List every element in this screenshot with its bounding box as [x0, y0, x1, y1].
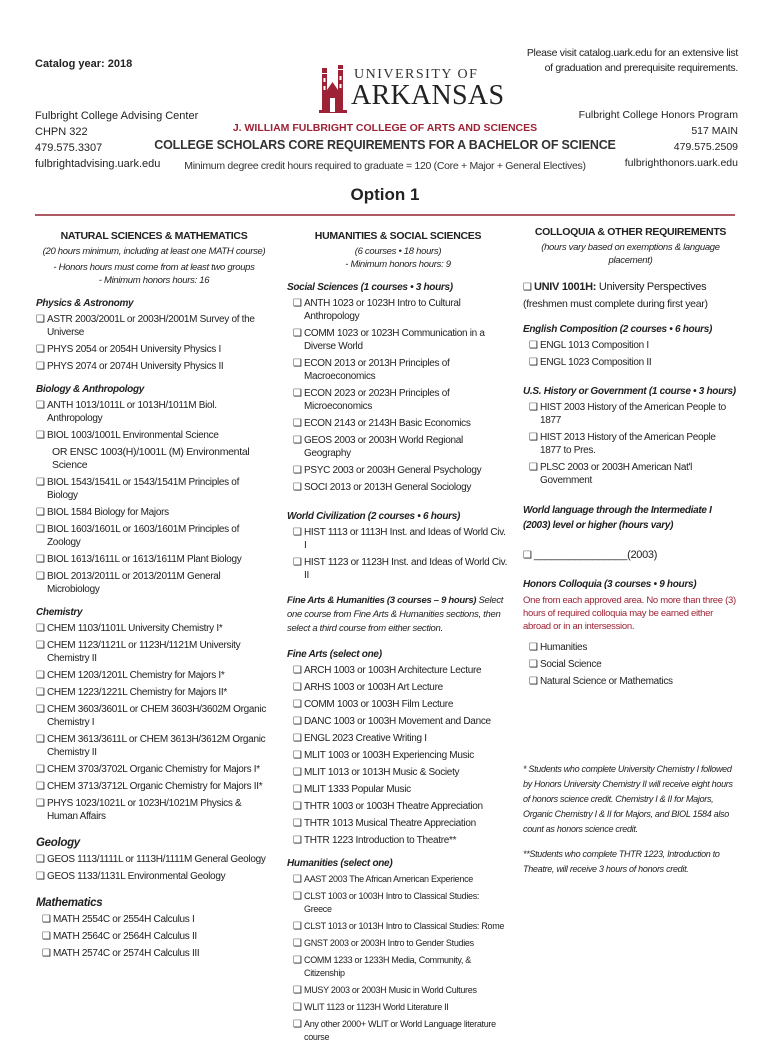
course-label: GEOS 1133/1131L Environmental Geology — [47, 871, 226, 882]
checkbox-icon[interactable]: ❑ — [36, 344, 45, 355]
checkbox-icon[interactable]: ❑ — [36, 704, 45, 715]
course-item[interactable] — [287, 481, 509, 494]
course-label: THTR 1003 or 1003H Theatre Appreciation — [304, 801, 483, 812]
course-label: GEOS 1113/1111L or 1113H/1111M General Geology — [47, 854, 266, 865]
old-main-logo-icon — [318, 64, 350, 114]
course-item[interactable] — [36, 853, 272, 866]
catalog-note-line1: Please visit catalog.uark.edu for an extensive list — [526, 47, 738, 59]
checkbox-icon[interactable]: ❑ — [529, 642, 538, 653]
course-item[interactable] — [36, 506, 272, 519]
course-item[interactable] — [36, 343, 272, 356]
course-item[interactable] — [36, 733, 272, 759]
chemistry-section-title: Chemistry — [36, 607, 83, 618]
course-label: WLIT 1123 or 1123H World Literature II — [304, 1002, 449, 1012]
checkbox-icon[interactable]: ❑ — [293, 985, 302, 996]
us-history-title: U.S. History or Government (1 course • 3 hours) — [523, 386, 736, 397]
world-civ-list — [287, 526, 509, 582]
course-label: GNST 2003 or 2003H Intro to Gender Studies — [304, 938, 474, 948]
advising-room: CHPN 322 — [35, 126, 88, 138]
honors-name: Fulbright College Honors Program — [578, 109, 738, 121]
course-item[interactable] — [523, 675, 738, 688]
honors-url: fulbrighthonors.uark.edu — [624, 157, 738, 169]
course-item[interactable] — [36, 686, 272, 699]
course-label: BIOL 2013/2011L or 2013/2011M General Microbiology — [47, 571, 221, 595]
fine-arts-list — [287, 664, 509, 847]
course-item[interactable] — [36, 476, 272, 502]
checkbox-icon[interactable]: ❑ — [293, 699, 302, 710]
checkbox-icon[interactable]: ❑ — [523, 282, 532, 293]
course-label: MUSY 2003 or 2003H Music in World Cultures — [304, 985, 477, 995]
checkbox-icon[interactable]: ❑ — [293, 818, 302, 829]
catalog-note-line2: of graduation and prerequisite requirements. — [544, 62, 738, 74]
checkbox-icon[interactable]: ❑ — [293, 767, 302, 778]
checkbox-icon[interactable]: ❑ — [529, 402, 538, 413]
course-item[interactable] — [36, 797, 272, 823]
honors-address: 517 MAIN — [691, 125, 738, 137]
checkbox-icon[interactable]: ❑ — [42, 914, 51, 925]
checkbox-icon[interactable]: ❑ — [36, 854, 45, 865]
checkbox-icon[interactable]: ❑ — [293, 938, 302, 949]
course-label: PHYS 2054 or 2054H University Physics I — [47, 344, 221, 355]
checkbox-icon[interactable]: ❑ — [293, 750, 302, 761]
course-item[interactable] — [36, 870, 272, 883]
checkbox-icon[interactable]: ❑ — [36, 314, 45, 325]
course-item[interactable] — [287, 984, 509, 997]
course-item[interactable] — [36, 399, 272, 425]
checkbox-icon[interactable]: ❑ — [529, 462, 538, 473]
english-comp-title: English Composition (2 courses • 6 hours) — [523, 324, 713, 335]
checkbox-icon[interactable]: ❑ — [36, 734, 45, 745]
catalog-note — [478, 46, 738, 76]
course-item[interactable] — [36, 622, 272, 635]
course-item[interactable] — [287, 556, 509, 582]
course-label: BIOL 1584 Biology for Majors — [47, 507, 169, 518]
checkbox-icon[interactable]: ❑ — [36, 400, 45, 411]
course-label: ENGL 1023 Composition II — [540, 357, 652, 368]
course-label: ARCH 1003 or 1003H Architecture Lecture — [304, 665, 482, 676]
course-label: Natural Science or Mathematics — [540, 676, 673, 687]
course-label: HIST 1123 or 1123H Inst. and Ideas of World Civ. II — [304, 557, 508, 581]
checkbox-icon[interactable]: ❑ — [293, 1002, 302, 1013]
course-label: COMM 1233 or 1233H Media, Community, & Citizenship — [304, 955, 472, 978]
honors-colloquia-note: One from each approved area. No more than three (3) hours of required colloquia may be earned either abroad or in an intersession. — [523, 595, 736, 632]
course-label: PLSC 2003 or 2003H American Nat'l Government — [540, 462, 693, 486]
biology-list-2 — [36, 476, 272, 596]
world-civ-title: World Civilization (2 courses • 6 hours) — [287, 511, 461, 522]
checkbox-icon[interactable]: ❑ — [523, 550, 532, 561]
honors-colloquia-list — [523, 641, 738, 688]
course-item[interactable] — [36, 570, 272, 596]
course-item[interactable] — [523, 641, 738, 654]
course-item[interactable] — [287, 297, 509, 323]
course-item[interactable] — [287, 817, 509, 830]
humanities-heading: HUMANITIES & SOCIAL SCIENCES — [314, 230, 482, 242]
course-label: BIOL 1613/1611L or 1613/1611M Plant Biology — [47, 554, 242, 565]
checkbox-icon[interactable]: ❑ — [293, 557, 302, 568]
course-item[interactable] — [287, 783, 509, 796]
course-label: SOCI 2013 or 2013H General Sociology — [304, 482, 472, 493]
course-label: ASTR 2003/2001L or 2003H/2001M Survey of the Universe — [47, 314, 255, 338]
course-item[interactable] — [287, 417, 509, 430]
course-label: PHYS 2074 or 2074H University Physics II — [47, 361, 224, 372]
course-item[interactable] — [36, 780, 272, 793]
catalog-year: Catalog year: 2018 — [35, 58, 133, 70]
checkbox-icon[interactable]: ❑ — [36, 361, 45, 372]
checkbox-icon[interactable]: ❑ — [293, 388, 302, 399]
checkbox-icon[interactable]: ❑ — [36, 871, 45, 882]
footnote-chemistry: * Students who complete University Chemistry I followed by Honors University Chemistry II will receive eight hours of honors science credit. Chemistry I & II for Majors, Organic Chemistry I & II for Majors, and BIOL 1584 also count as honors science credit. — [523, 764, 733, 834]
course-item[interactable] — [287, 357, 509, 383]
course-label: CHEM 1203/1201L Chemistry for Majors I* — [47, 670, 225, 681]
course-label: ECON 2143 or 2143H Basic Economics — [304, 418, 471, 429]
college-name: J. WILLIAM FULBRIGHT COLLEGE OF ARTS AND SCIENCES — [232, 122, 538, 134]
univ-name: University Perspectives — [596, 281, 707, 293]
world-language-blank: ________________ — [534, 549, 628, 561]
course-label: HIST 1113 or 1113H Inst. and Ideas of World Civ. I — [304, 527, 506, 551]
checkbox-icon[interactable]: ❑ — [36, 430, 45, 441]
course-label: CLST 1003 or 1003H Intro to Classical Studies: Greece — [304, 891, 480, 914]
checkbox-icon[interactable]: ❑ — [36, 507, 45, 518]
checkbox-icon[interactable]: ❑ — [293, 801, 302, 812]
course-item[interactable] — [36, 360, 272, 373]
checkbox-icon[interactable]: ❑ — [293, 665, 302, 676]
advising-phone: 479.575.3307 — [35, 142, 103, 154]
course-item[interactable] — [36, 930, 272, 943]
course-label: BIOL 1543/1541L or 1543/1541M Principles of Biology — [47, 477, 240, 501]
natural-sciences-heading: NATURAL SCIENCES & MATHEMATICS — [60, 230, 248, 242]
checkbox-icon[interactable]: ❑ — [36, 524, 45, 535]
course-item[interactable] — [287, 766, 509, 779]
physics-section-title: Physics & Astronomy — [36, 298, 134, 309]
course-item[interactable] — [36, 523, 272, 549]
course-item[interactable] — [523, 401, 738, 427]
course-item[interactable] — [36, 947, 272, 960]
course-label: ENGL 2023 Creative Writing I — [304, 733, 427, 744]
checkbox-icon[interactable]: ❑ — [36, 764, 45, 775]
course-item[interactable] — [523, 658, 738, 671]
checkbox-icon[interactable]: ❑ — [42, 931, 51, 942]
course-item[interactable] — [36, 429, 272, 442]
biology-list-1 — [36, 399, 272, 442]
fine-arts-humanities-note — [287, 594, 509, 636]
checkbox-icon[interactable]: ❑ — [36, 623, 45, 634]
course-label: MLIT 1003 or 1003H Experiencing Music — [304, 750, 474, 761]
course-item[interactable] — [36, 703, 272, 729]
course-item[interactable] — [287, 834, 509, 847]
course-item[interactable] — [287, 920, 509, 933]
course-label: MATH 2574C or 2574H Calculus III — [53, 948, 200, 959]
english-comp-list — [523, 339, 738, 369]
honors-colloquia-title: Honors Colloquia (3 courses • 9 hours) — [523, 579, 697, 590]
course-label: THTR 1013 Musical Theatre Appreciation — [304, 818, 476, 829]
us-history-list — [523, 401, 738, 487]
option-heading: Option 1 — [350, 185, 420, 204]
fine-arts-humanities-instructions: Select one course from Fine Arts & Humanities sections, then select a third course from either section. — [287, 595, 504, 634]
humanities-select-title: Humanities (select one) — [287, 858, 393, 869]
checkbox-icon[interactable]: ❑ — [293, 835, 302, 846]
course-label: MATH 2564C or 2564H Calculus II — [53, 931, 197, 942]
course-label: AAST 2003 The African American Experience — [304, 874, 473, 884]
course-item[interactable] — [36, 763, 272, 776]
natural-sciences-column — [36, 230, 272, 964]
checkbox-icon[interactable]: ❑ — [529, 340, 538, 351]
course-label: CLST 1013 or 1013H Intro to Classical Studies: Rome — [304, 921, 505, 931]
course-item[interactable] — [287, 464, 509, 477]
course-item[interactable] — [287, 937, 509, 950]
colloquia-sub: (hours vary based on exemptions & language placement) — [541, 242, 720, 266]
course-item[interactable] — [287, 387, 509, 413]
course-label: MLIT 1333 Popular Music — [304, 784, 411, 795]
course-label: CHEM 3713/3712L Organic Chemistry for Majors II* — [47, 781, 263, 792]
course-label: MLIT 1013 or 1013H Music & Society — [304, 767, 460, 778]
document-title: COLLEGE SCHOLARS CORE REQUIREMENTS FOR A BACHELOR OF SCIENCE — [154, 138, 616, 152]
checkbox-icon[interactable]: ❑ — [36, 687, 45, 698]
course-label: BIOL 1003/1001L Environmental Science — [47, 430, 219, 441]
course-item[interactable] — [287, 732, 509, 745]
checkbox-icon[interactable]: ❑ — [293, 298, 302, 309]
logo-university-of: UNIVERSITY OF — [354, 67, 479, 82]
checkbox-icon[interactable]: ❑ — [36, 670, 45, 681]
course-item[interactable] — [287, 1001, 509, 1014]
world-language-level: (2003) — [627, 549, 658, 561]
colloquia-heading: COLLOQUIA & OTHER REQUIREMENTS — [534, 226, 727, 238]
humanities-sub: (6 courses • 18 hours) — [354, 246, 442, 257]
world-language-item[interactable] — [523, 549, 738, 562]
natural-sciences-honors-note: - Honors hours must come from at least two groups — [53, 262, 255, 273]
checkbox-icon[interactable]: ❑ — [36, 554, 45, 565]
course-item[interactable] — [36, 553, 272, 566]
course-item[interactable] — [287, 954, 509, 980]
course-label: PHYS 1023/1021L or 1023H/1021M Physics & Human Affairs — [47, 798, 242, 822]
checkbox-icon[interactable]: ❑ — [293, 682, 302, 693]
mathematics-section-title: Mathematics — [36, 897, 103, 909]
checkbox-icon[interactable]: ❑ — [293, 716, 302, 727]
course-label: GEOS 2003 or 2003H World Regional Geography — [304, 435, 463, 459]
course-label: ANTH 1013/1011L or 1013H/1011M Biol. Anthropology — [47, 400, 217, 424]
course-item[interactable] — [287, 327, 509, 353]
course-label: CHEM 3603/3601L or CHEM 3603H/3602M Organic Chemistry I — [47, 704, 267, 728]
checkbox-icon[interactable]: ❑ — [529, 659, 538, 670]
checkbox-icon[interactable]: ❑ — [36, 477, 45, 488]
course-label: DANC 1003 or 1003H Movement and Dance — [304, 716, 491, 727]
checkbox-icon[interactable]: ❑ — [293, 482, 302, 493]
course-item[interactable] — [523, 356, 738, 369]
biology-or-option: OR ENSC 1003(H)/1001L (M) Environmental Science — [52, 446, 250, 471]
checkbox-icon[interactable]: ❑ — [293, 328, 302, 339]
course-label: CHEM 3613/3611L or CHEM 3613H/3612M Organic Chemistry II — [47, 734, 266, 758]
fine-arts-title: Fine Arts (select one) — [287, 649, 382, 660]
mathematics-list — [36, 913, 272, 960]
course-label: Humanities — [540, 642, 588, 653]
advising-url: fulbrightadvising.uark.edu — [35, 158, 161, 170]
course-item[interactable] — [36, 913, 272, 926]
univ-code: UNIV 1001H: — [534, 281, 597, 293]
checkbox-icon[interactable]: ❑ — [36, 640, 45, 651]
minimum-hours-note: Minimum degree credit hours required to graduate = 120 (Core + Major + General Electives) — [184, 160, 586, 172]
course-item[interactable] — [287, 434, 509, 460]
world-language-title: World language through the Intermediate I (2003) level or higher (hours vary) — [523, 505, 712, 531]
course-label: ECON 2023 or 2023H Principles of Microeconomics — [304, 388, 450, 412]
checkbox-icon[interactable]: ❑ — [42, 948, 51, 959]
course-item[interactable] — [287, 749, 509, 762]
course-label: ARHS 1003 or 1003H Art Lecture — [304, 682, 443, 693]
fine-arts-humanities-title: Fine Arts & Humanities (3 courses – 9 hours) — [287, 595, 477, 606]
course-label: HIST 2003 History of the American People to 1877 — [540, 402, 726, 426]
course-label: COMM 1003 or 1003H Film Lecture — [304, 699, 454, 710]
humanities-min-honors: - Minimum honors hours: 9 — [345, 259, 451, 270]
header-divider — [35, 214, 735, 216]
course-item[interactable] — [287, 890, 509, 916]
checkbox-icon[interactable]: ❑ — [529, 357, 538, 368]
course-label: CHEM 1103/1101L University Chemistry I* — [47, 623, 223, 634]
course-item[interactable] — [523, 339, 738, 352]
course-label: COMM 1023 or 1023H Communication in a Diverse World — [304, 328, 485, 352]
geology-list — [36, 853, 272, 883]
checkbox-icon[interactable]: ❑ — [36, 571, 45, 582]
checkbox-icon[interactable]: ❑ — [293, 465, 302, 476]
natural-sciences-sub: (20 hours minimum, including at least one MATH course) — [42, 246, 266, 257]
course-label: BIOL 1603/1601L or 1603/1601M Principles of Zoology — [47, 524, 240, 548]
checkbox-icon[interactable]: ❑ — [529, 432, 538, 443]
checkbox-icon[interactable]: ❑ — [293, 891, 302, 902]
univ-note: (freshmen must complete during first year) — [523, 298, 708, 310]
course-label: CHEM 1123/1121L or 1123H/1121M University Chemistry II — [47, 640, 241, 664]
course-item[interactable] — [287, 873, 509, 886]
course-item[interactable] — [36, 313, 272, 339]
course-item[interactable] — [287, 1018, 509, 1044]
checkbox-icon[interactable]: ❑ — [293, 527, 302, 538]
course-item[interactable] — [36, 639, 272, 665]
checkbox-icon[interactable]: ❑ — [529, 676, 538, 687]
course-item[interactable] — [287, 715, 509, 728]
advising-name: Fulbright College Advising Center — [35, 110, 199, 122]
course-label: THTR 1223 Introduction to Theatre** — [304, 835, 457, 846]
checkbox-icon[interactable]: ❑ — [293, 955, 302, 966]
checkbox-icon[interactable]: ❑ — [293, 435, 302, 446]
social-sciences-title: Social Sciences (1 courses • 3 hours) — [287, 282, 453, 293]
course-item[interactable] — [523, 431, 738, 457]
course-item[interactable] — [36, 669, 272, 682]
course-item[interactable] — [523, 461, 738, 487]
natural-sciences-min-honors: - Minimum honors hours: 16 — [98, 275, 210, 286]
course-item[interactable] — [287, 526, 509, 552]
course-item[interactable] — [287, 681, 509, 694]
checkbox-icon[interactable]: ❑ — [293, 358, 302, 369]
honors-phone: 479.575.2509 — [673, 141, 738, 153]
course-label: ENGL 1013 Composition I — [540, 340, 649, 351]
univ-1001h-item[interactable] — [523, 281, 738, 294]
footnote-theatre: **Students who complete THTR 1223, Introduction to Theatre, will receive 3 hours of honors credit. — [523, 849, 720, 874]
checkbox-icon[interactable]: ❑ — [293, 874, 302, 885]
humanities-list — [287, 873, 509, 1044]
biology-section-title: Biology & Anthropology — [36, 384, 145, 395]
chemistry-list — [36, 622, 272, 823]
social-sciences-list — [287, 297, 509, 494]
course-label: MATH 2554C or 2554H Calculus I — [53, 914, 195, 925]
course-label: ANTH 1023 or 1023H Intro to Cultural Anthropology — [304, 298, 461, 322]
geology-section-title: Geology — [36, 837, 80, 849]
course-label: HIST 2013 History of the American People 1877 to Pres. — [540, 432, 716, 456]
course-label: CHEM 3703/3702L Organic Chemistry for Majors I* — [47, 764, 260, 775]
course-item[interactable] — [287, 800, 509, 813]
checkbox-icon[interactable]: ❑ — [293, 1019, 302, 1030]
checkbox-icon[interactable]: ❑ — [293, 733, 302, 744]
checkbox-icon[interactable]: ❑ — [293, 418, 302, 429]
course-label: PSYC 2003 or 2003H General Psychology — [304, 465, 482, 476]
colloquia-column — [523, 226, 738, 877]
course-label: Social Science — [540, 659, 602, 670]
course-item[interactable] — [287, 698, 509, 711]
checkbox-icon[interactable]: ❑ — [293, 784, 302, 795]
course-label: ECON 2013 or 2013H Principles of Macroeconomics — [304, 358, 450, 382]
course-label: CHEM 1223/1221L Chemistry for Majors II* — [47, 687, 227, 698]
course-item[interactable] — [287, 664, 509, 677]
logo-arkansas: ARKANSAS — [351, 80, 505, 111]
checkbox-icon[interactable]: ❑ — [293, 921, 302, 932]
course-label: Any other 2000+ WLIT or World Language literature course — [304, 1019, 496, 1042]
checkbox-icon[interactable]: ❑ — [36, 798, 45, 809]
humanities-column — [287, 230, 509, 1048]
checkbox-icon[interactable]: ❑ — [36, 781, 45, 792]
physics-list — [36, 313, 272, 373]
